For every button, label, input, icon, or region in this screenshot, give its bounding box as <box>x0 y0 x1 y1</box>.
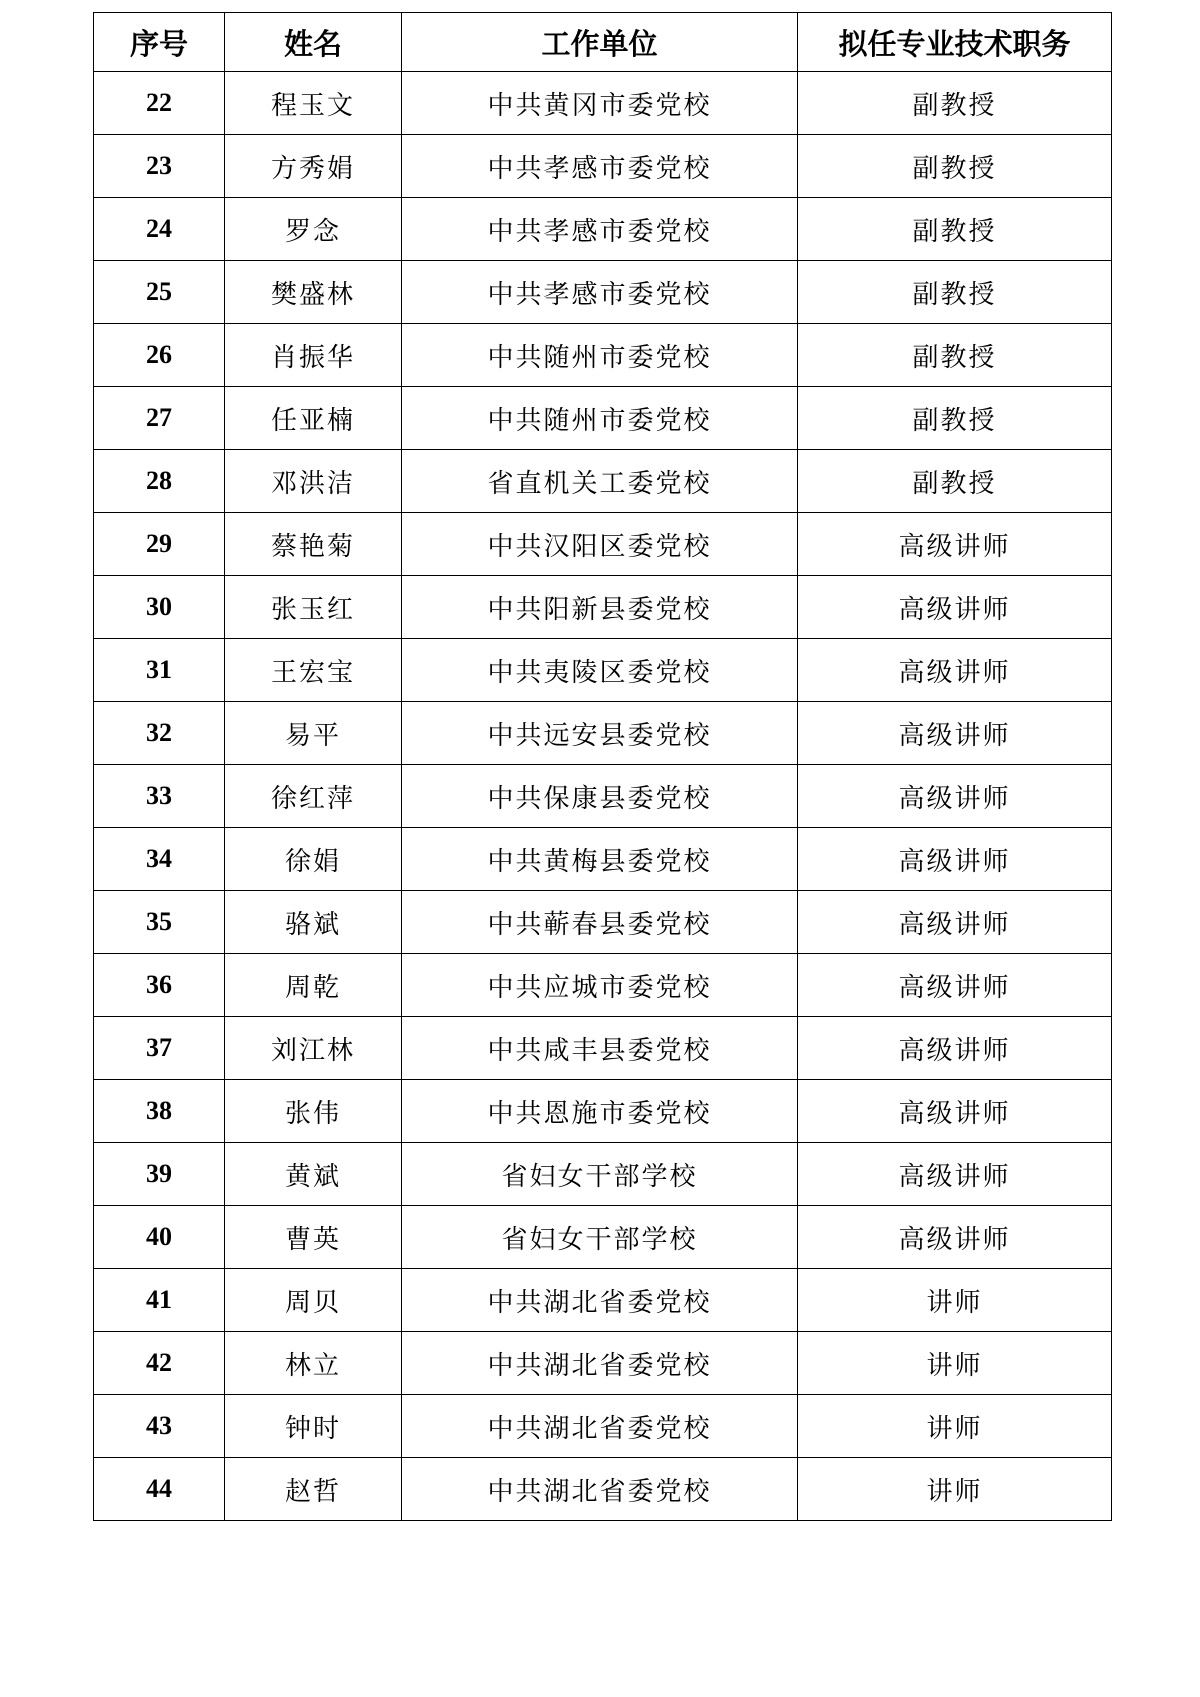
cell-name: 邓洪洁 <box>225 450 402 513</box>
cell-title: 高级讲师 <box>798 954 1112 1017</box>
cell-unit: 中共咸丰县委党校 <box>402 1017 798 1080</box>
cell-title: 高级讲师 <box>798 639 1112 702</box>
cell-seq: 23 <box>94 135 225 198</box>
cell-name: 张伟 <box>225 1080 402 1143</box>
cell-title: 高级讲师 <box>798 828 1112 891</box>
table-row <box>94 702 1112 765</box>
cell-seq: 43 <box>94 1395 225 1458</box>
table-row <box>94 387 1112 450</box>
cell-title: 副教授 <box>798 261 1112 324</box>
cell-unit: 中共湖北省委党校 <box>402 1269 798 1332</box>
cell-seq: 39 <box>94 1143 225 1206</box>
table-row <box>94 198 1112 261</box>
cell-title: 副教授 <box>798 72 1112 135</box>
cell-seq: 34 <box>94 828 225 891</box>
cell-name: 刘江林 <box>225 1017 402 1080</box>
cell-seq: 31 <box>94 639 225 702</box>
cell-unit: 省妇女干部学校 <box>402 1143 798 1206</box>
cell-unit: 中共随州市委党校 <box>402 324 798 387</box>
cell-name: 周乾 <box>225 954 402 1017</box>
cell-seq: 26 <box>94 324 225 387</box>
table-row <box>94 324 1112 387</box>
cell-title: 副教授 <box>798 135 1112 198</box>
personnel-table <box>93 12 1112 1521</box>
cell-title: 副教授 <box>798 450 1112 513</box>
cell-seq: 44 <box>94 1458 225 1521</box>
cell-title: 副教授 <box>798 324 1112 387</box>
cell-seq: 42 <box>94 1332 225 1395</box>
table-row <box>94 1332 1112 1395</box>
cell-name: 徐娟 <box>225 828 402 891</box>
table-row <box>94 954 1112 1017</box>
table-header-row <box>94 13 1112 72</box>
cell-seq: 27 <box>94 387 225 450</box>
cell-name: 张玉红 <box>225 576 402 639</box>
table-row <box>94 1458 1112 1521</box>
cell-name: 王宏宝 <box>225 639 402 702</box>
cell-unit: 中共孝感市委党校 <box>402 198 798 261</box>
cell-unit: 中共保康县委党校 <box>402 765 798 828</box>
cell-seq: 32 <box>94 702 225 765</box>
cell-title: 高级讲师 <box>798 1206 1112 1269</box>
cell-name: 樊盛林 <box>225 261 402 324</box>
cell-name: 任亚楠 <box>225 387 402 450</box>
cell-unit: 中共应城市委党校 <box>402 954 798 1017</box>
cell-title: 高级讲师 <box>798 1017 1112 1080</box>
cell-title: 高级讲师 <box>798 765 1112 828</box>
table-row <box>94 765 1112 828</box>
cell-name: 徐红萍 <box>225 765 402 828</box>
cell-seq: 38 <box>94 1080 225 1143</box>
table-row <box>94 639 1112 702</box>
cell-title: 讲师 <box>798 1269 1112 1332</box>
cell-title: 讲师 <box>798 1395 1112 1458</box>
cell-name: 周贝 <box>225 1269 402 1332</box>
cell-unit: 中共黄冈市委党校 <box>402 72 798 135</box>
cell-title: 高级讲师 <box>798 576 1112 639</box>
cell-name: 骆斌 <box>225 891 402 954</box>
cell-unit: 中共孝感市委党校 <box>402 261 798 324</box>
table-row <box>94 135 1112 198</box>
table-row <box>94 1269 1112 1332</box>
cell-title: 高级讲师 <box>798 513 1112 576</box>
cell-seq: 29 <box>94 513 225 576</box>
cell-unit: 中共阳新县委党校 <box>402 576 798 639</box>
cell-unit: 省直机关工委党校 <box>402 450 798 513</box>
cell-unit: 中共孝感市委党校 <box>402 135 798 198</box>
cell-title: 高级讲师 <box>798 702 1112 765</box>
cell-unit: 中共湖北省委党校 <box>402 1395 798 1458</box>
cell-title: 副教授 <box>798 198 1112 261</box>
cell-title: 高级讲师 <box>798 891 1112 954</box>
cell-seq: 37 <box>94 1017 225 1080</box>
cell-seq: 25 <box>94 261 225 324</box>
table-row <box>94 1395 1112 1458</box>
cell-name: 黄斌 <box>225 1143 402 1206</box>
cell-seq: 28 <box>94 450 225 513</box>
cell-seq: 40 <box>94 1206 225 1269</box>
cell-seq: 35 <box>94 891 225 954</box>
cell-seq: 33 <box>94 765 225 828</box>
cell-name: 曹英 <box>225 1206 402 1269</box>
cell-name: 钟时 <box>225 1395 402 1458</box>
header-name: 姓名 <box>225 13 402 72</box>
cell-unit: 中共恩施市委党校 <box>402 1080 798 1143</box>
header-seq: 序号 <box>94 13 225 72</box>
cell-unit: 中共夷陵区委党校 <box>402 639 798 702</box>
cell-unit: 中共湖北省委党校 <box>402 1332 798 1395</box>
cell-seq: 36 <box>94 954 225 1017</box>
table-row <box>94 576 1112 639</box>
cell-name: 林立 <box>225 1332 402 1395</box>
cell-title: 副教授 <box>798 387 1112 450</box>
cell-unit: 中共黄梅县委党校 <box>402 828 798 891</box>
table-row <box>94 1143 1112 1206</box>
cell-seq: 24 <box>94 198 225 261</box>
cell-unit: 中共远安县委党校 <box>402 702 798 765</box>
cell-name: 蔡艳菊 <box>225 513 402 576</box>
table-row <box>94 828 1112 891</box>
cell-title: 讲师 <box>798 1332 1112 1395</box>
table-row <box>94 891 1112 954</box>
cell-name: 肖振华 <box>225 324 402 387</box>
header-title: 拟任专业技术职务 <box>798 13 1112 72</box>
cell-seq: 30 <box>94 576 225 639</box>
cell-name: 易平 <box>225 702 402 765</box>
cell-unit: 中共蕲春县委党校 <box>402 891 798 954</box>
table-row <box>94 261 1112 324</box>
cell-name: 罗念 <box>225 198 402 261</box>
table-row <box>94 1080 1112 1143</box>
cell-title: 高级讲师 <box>798 1080 1112 1143</box>
table-row <box>94 1017 1112 1080</box>
cell-seq: 41 <box>94 1269 225 1332</box>
cell-unit: 省妇女干部学校 <box>402 1206 798 1269</box>
cell-unit: 中共湖北省委党校 <box>402 1458 798 1521</box>
table-row <box>94 72 1112 135</box>
cell-unit: 中共随州市委党校 <box>402 387 798 450</box>
table-row <box>94 450 1112 513</box>
cell-title: 讲师 <box>798 1458 1112 1521</box>
cell-seq: 22 <box>94 72 225 135</box>
table-row <box>94 1206 1112 1269</box>
table-body <box>94 72 1112 1521</box>
table-row <box>94 513 1112 576</box>
header-unit: 工作单位 <box>402 13 798 72</box>
cell-name: 程玉文 <box>225 72 402 135</box>
cell-unit: 中共汉阳区委党校 <box>402 513 798 576</box>
cell-name: 方秀娟 <box>225 135 402 198</box>
cell-title: 高级讲师 <box>798 1143 1112 1206</box>
cell-name: 赵哲 <box>225 1458 402 1521</box>
